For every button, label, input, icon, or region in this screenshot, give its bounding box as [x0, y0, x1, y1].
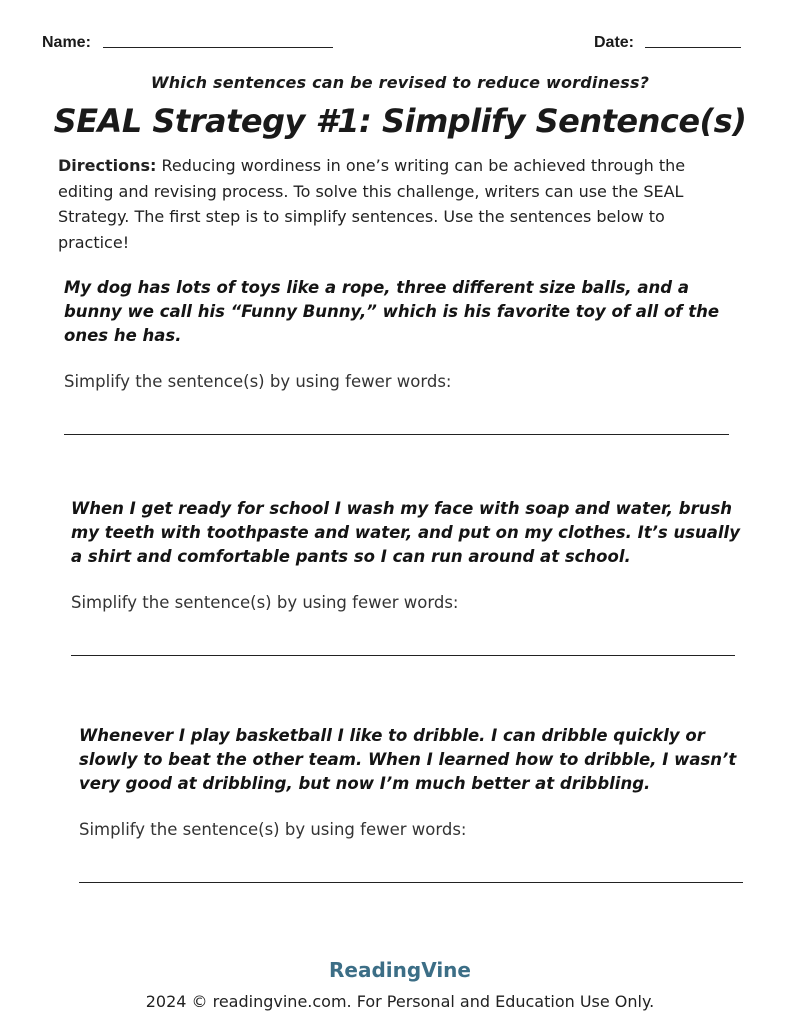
name-label: Name:: [42, 34, 91, 51]
name-field[interactable]: [103, 47, 333, 48]
worksheet-subtitle: Which sentences can be revised to reduce wordiness?: [150, 73, 650, 92]
exercise-2-answer-line[interactable]: [71, 655, 735, 656]
directions-text: Reducing wordiness in one’s writing can be achieved through the editing and revising process. To solve this challenge, writers can use the SEAL Strategy. The first step is to simplify sentences. Use the sentences below to practice!: [58, 156, 686, 252]
date-field[interactable]: [645, 47, 741, 48]
copyright-footer: 2024 © readingvine.com. For Personal and Education Use Only.: [145, 992, 655, 1011]
exercise-1-answer-line[interactable]: [64, 434, 729, 435]
directions-label: Directions:: [58, 156, 157, 175]
exercise-1-instruction: Simplify the sentence(s) by using fewer words:: [64, 372, 452, 391]
exercise-2-prompt: When I get ready for school I wash my face with soap and water, brush my teeth with toothpaste and water, and put on my clothes. It’s usually a shirt and comfortable pants so I can run around at school.: [71, 499, 740, 566]
exercise-2-instruction: Simplify the sentence(s) by using fewer words:: [71, 593, 459, 612]
exercise-3-answer-line[interactable]: [79, 882, 743, 883]
worksheet-title: SEAL Strategy #1: Simplify Sentence(s): [53, 102, 747, 140]
exercise-3-instruction: Simplify the sentence(s) by using fewer words:: [79, 820, 467, 839]
readingvine-logo: ReadingVine: [329, 958, 471, 982]
date-label: Date:: [594, 34, 635, 51]
exercise-1-prompt: My dog has lots of toys like a rope, three different size balls, and a bunny we call his “Funny Bunny,” which is his favorite toy of all of the ones he has.: [64, 278, 720, 345]
directions: [58, 153, 718, 255]
exercise-3-prompt: Whenever I play basketball I like to dribble. I can dribble quickly or slowly to beat the other team. When I learned how to dribble, I wasn’t very good at dribbling, but now I’m much better at dribbling.: [79, 726, 737, 793]
